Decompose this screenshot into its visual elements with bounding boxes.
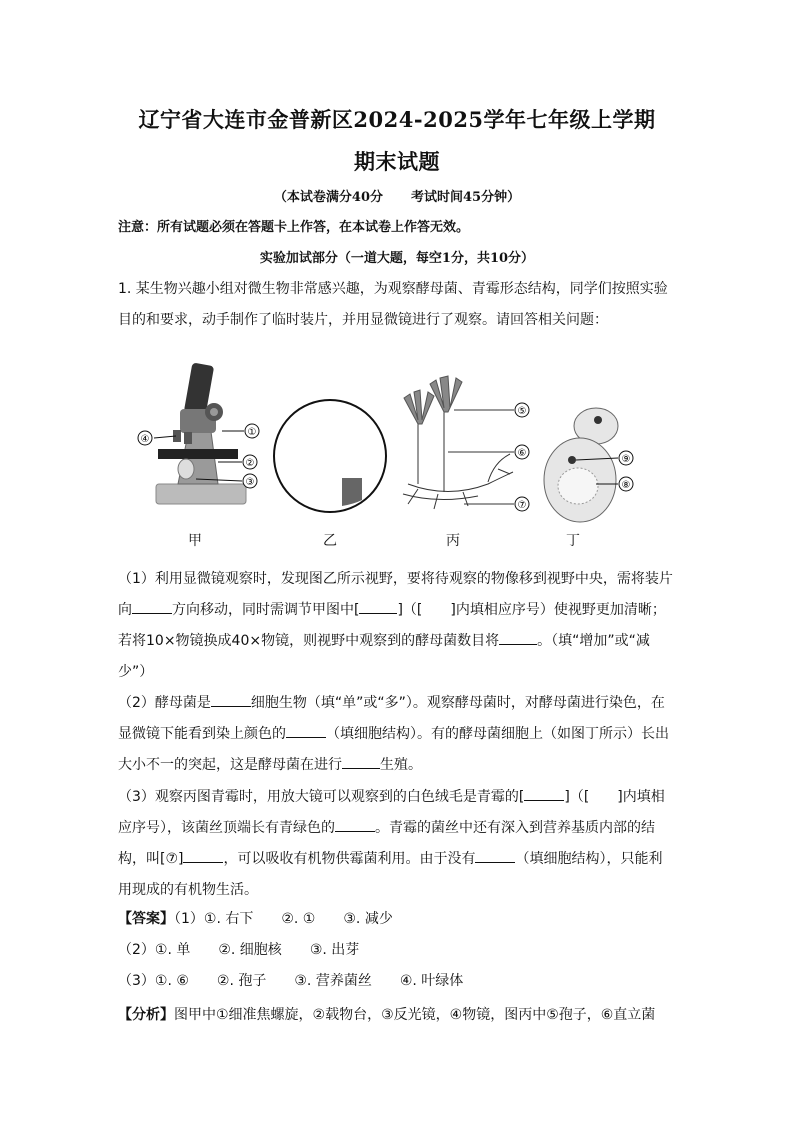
sub-question-2 — [118, 688, 674, 781]
answer-item: ②. 孢子 — [216, 973, 267, 989]
analysis-label: 【分析】 — [118, 1007, 174, 1023]
section-heading: 实验加试部分（一道大题，每空1分，共10分） — [259, 251, 535, 266]
answer-blank[interactable] — [183, 848, 223, 863]
marker-6 — [515, 445, 529, 459]
exam-time: 考试时间45分钟） — [411, 190, 521, 205]
answer-item: （3）①. ⑥ — [118, 973, 189, 989]
answer-item: ②. ① — [281, 911, 316, 927]
answer-item: ③. 营养菌丝 — [294, 973, 372, 989]
answer-item: ③. 减少 — [343, 911, 393, 927]
marker-7-text: ⑦ — [517, 500, 527, 511]
figure-panel — [118, 354, 678, 554]
sub3-text-c: 。青霉的菌丝中还有深入到营养基质内部的结构，叫[⑦] — [118, 820, 655, 867]
answer-item: ④. 叶绿体 — [399, 973, 464, 989]
answer-blank[interactable] — [524, 786, 564, 801]
answer-blank[interactable] — [499, 630, 537, 645]
answer-label: 【答案】 — [118, 911, 174, 927]
sub2-text-c: （填细胞结构）。有的酵母菌细胞上（如图丁所示）长出大小不一的突起，这是酵母菌在进行 — [118, 726, 669, 773]
exam-info — [0, 186, 794, 205]
sub3-text-a: （3）观察丙图青霉时，用放大镜可以观察到的白色绒毛是青霉的[ — [118, 789, 525, 805]
sub3-text-e: （填细胞结构），只能利用现成的有机物生活。 — [118, 851, 663, 898]
figure-label-jia: 甲 — [188, 533, 202, 549]
yeast-figure — [544, 408, 618, 522]
figure-label-bing: 丙 — [446, 533, 460, 549]
penicillium-figure — [403, 376, 514, 509]
answer-blank[interactable] — [342, 754, 380, 769]
question-1: 1. 某生物兴趣小组对微生物非常感兴趣，为观察酵母菌、青霉形态结构，同学们按照实验目的和要求，动手制作了临时装片，并用显微镜进行了观察。请回答相关问题： — [118, 281, 668, 328]
answer-blank[interactable] — [335, 817, 375, 832]
analysis-line — [118, 1004, 655, 1024]
sub1-text-d: 。（填“增加”或“减少”） — [118, 633, 650, 680]
marker-5 — [515, 403, 529, 417]
title-line-1: 辽宁省大连市金普新区2024-2025学年七年级上学期 — [138, 107, 656, 132]
sub1-text-b: 方向移动，同时需调节甲图中[ — [172, 602, 360, 618]
answer-blank[interactable] — [132, 599, 172, 614]
sub3-text-d: ，可以吸收有机物供霉菌利用。由于没有 — [223, 851, 476, 867]
marker-3-text: ③ — [245, 477, 255, 488]
marker-6-text: ⑥ — [517, 448, 527, 459]
answer-item: （1）①. 右下 — [174, 911, 254, 927]
marker-8-text: ⑧ — [621, 480, 631, 491]
marker-2-text: ② — [245, 458, 255, 469]
field-of-view-figure — [274, 400, 386, 512]
notice: 注意：所有试题必须在答题卡上作答，在本试卷上作答无效。 — [118, 220, 470, 235]
sub1-text-c: ]（[ ]内填相应序号）使视野更加清晰；若将10×物镜换成40×物镜，则视野中观察到的酵母菌数目将 — [118, 602, 666, 649]
marker-9-text: ⑨ — [621, 454, 631, 465]
marker-8 — [619, 477, 633, 491]
answer-blank[interactable] — [286, 723, 326, 738]
answer-blank[interactable] — [211, 692, 251, 707]
marker-3 — [243, 474, 257, 488]
sub2-text-a: （2）酵母菌是 — [118, 695, 211, 711]
answer-blank[interactable] — [475, 848, 515, 863]
marker-9 — [619, 451, 633, 465]
sub1-text-a: （1）利用显微镜观察时，发现图乙所示视野，要将待观察的物像移到视野中央，需将装片向 — [118, 571, 673, 618]
marker-7 — [515, 497, 529, 511]
answer-line-2 — [118, 939, 359, 959]
figure-label-yi: 乙 — [323, 533, 337, 549]
answer-line-3 — [118, 970, 463, 990]
microscope-figure — [154, 362, 246, 504]
sub3-text-b: ]（[ ]内填相应序号），该菌丝顶端长有青绿色的 — [118, 789, 665, 836]
sub2-text-d: 生殖。 — [380, 757, 422, 773]
answer-item: （2）①. 单 — [118, 942, 191, 958]
answer-blank[interactable] — [359, 599, 397, 614]
answer-line-1 — [118, 908, 393, 928]
title-line-2: 期末试题 — [354, 149, 440, 174]
sub2-text-b: 细胞生物（填“单”或“多”）。观察酵母菌时，对酵母菌进行染色，在显微镜下能看到染上颜色的 — [118, 695, 665, 742]
marker-1 — [245, 424, 259, 438]
marker-2 — [243, 455, 257, 469]
exam-score: （本试卷满分40分 — [273, 190, 383, 205]
answer-item: ②. 细胞核 — [218, 942, 282, 958]
sub-question-3 — [118, 782, 674, 906]
answer-item: ③. 出芽 — [309, 942, 360, 958]
analysis-text: 图甲中①细准焦螺旋，②载物台，③反光镜，④物镜，图丙中⑤孢子，⑥直立菌 — [174, 1007, 656, 1023]
marker-4 — [138, 431, 152, 445]
sub-question-1 — [118, 564, 674, 688]
marker-1-text: ① — [247, 427, 257, 438]
figure-label-ding: 丁 — [566, 533, 580, 549]
marker-5-text: ⑤ — [517, 406, 527, 417]
marker-4-text: ④ — [140, 434, 150, 445]
